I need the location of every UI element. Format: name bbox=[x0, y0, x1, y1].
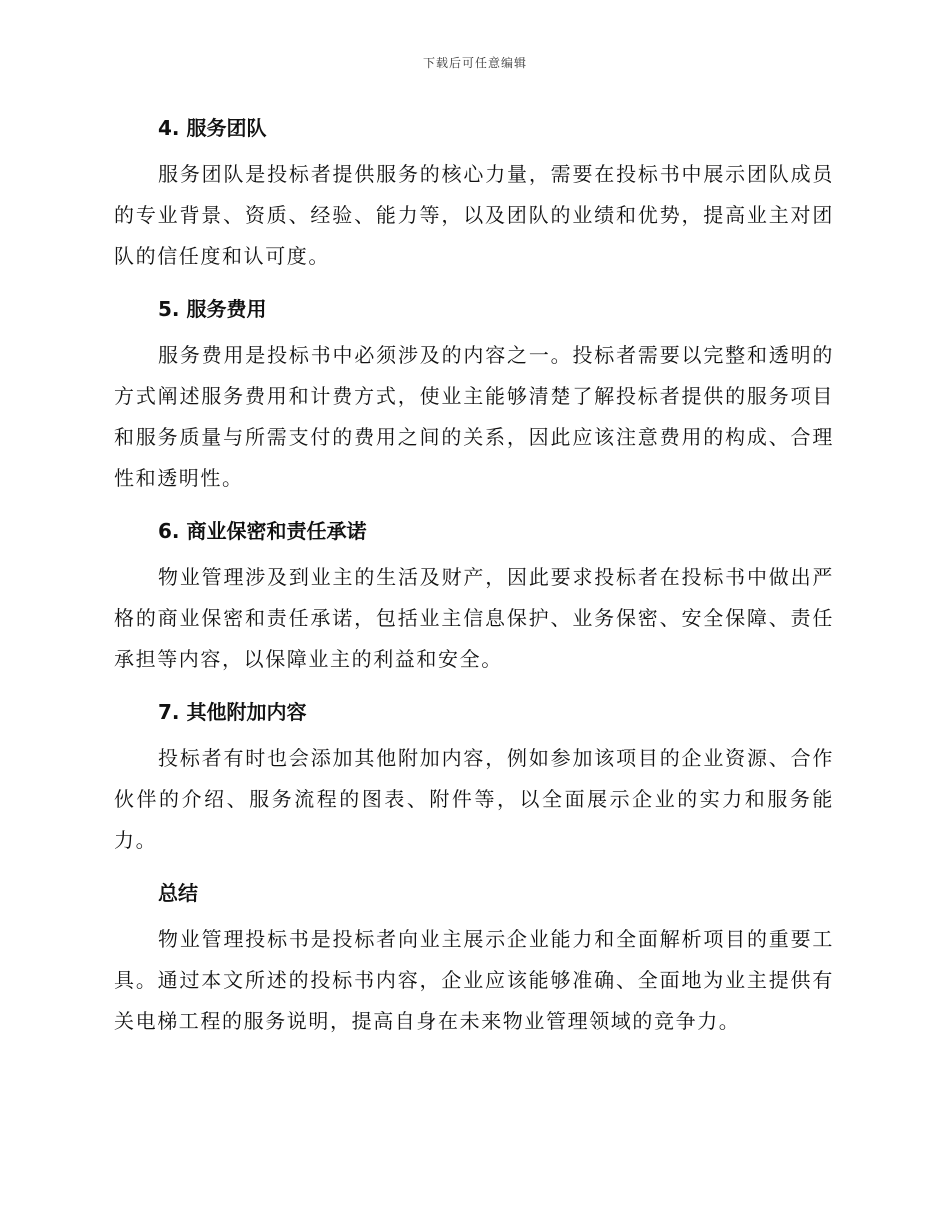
section-summary bbox=[114, 873, 834, 1042]
page-header: 下载后可任意编辑 bbox=[422, 56, 527, 70]
section-service-fee bbox=[114, 289, 834, 499]
section-paragraph: 投标者有时也会添加其他附加内容，例如参加该项目的企业资源、合作伙伴的介绍、服务流程的图表、附件等，以全面展示企业的实力和服务能力。 bbox=[114, 746, 834, 852]
section-paragraph: 服务团队是投标者提供服务的核心力量，需要在投标书中展示团队成员的专业背景、资质、经验、能力等，以及团队的业绩和优势，提高业主对团队的信任度和认可度。 bbox=[114, 162, 834, 268]
section-paragraph: 物业管理涉及到业主的生活及财产，因此要求投标者在投标书中做出严格的商业保密和责任承诺，包括业主信息保护、业务保密、安全保障、责任承担等内容，以保障业主的利益和安全。 bbox=[114, 565, 834, 671]
section-heading: 6. 商业保密和责任承诺 bbox=[158, 519, 367, 543]
section-heading: 4. 服务团队 bbox=[158, 116, 267, 140]
section-confidentiality bbox=[114, 511, 834, 680]
section-heading: 7. 其他附加内容 bbox=[158, 700, 307, 724]
section-additional-content bbox=[114, 692, 834, 861]
section-paragraph: 服务费用是投标书中必须涉及的内容之一。投标者需要以完整和透明的方式阐述服务费用和计费方式，使业主能够清楚了解投标者提供的服务项目和服务质量与所需支付的费用之间的关系，因此应该注意费用的构成、合理性和透明性。 bbox=[114, 343, 834, 490]
section-heading: 总结 bbox=[158, 881, 198, 905]
section-heading: 5. 服务费用 bbox=[158, 297, 267, 321]
document-body bbox=[114, 108, 834, 1054]
section-service-team bbox=[114, 108, 834, 277]
section-paragraph: 物业管理投标书是投标者向业主展示企业能力和全面解析项目的重要工具。通过本文所述的投标书内容，企业应该能够准确、全面地为业主提供有关电梯工程的服务说明，提高自身在未来物业管理领域的竞争力。 bbox=[114, 927, 834, 1033]
